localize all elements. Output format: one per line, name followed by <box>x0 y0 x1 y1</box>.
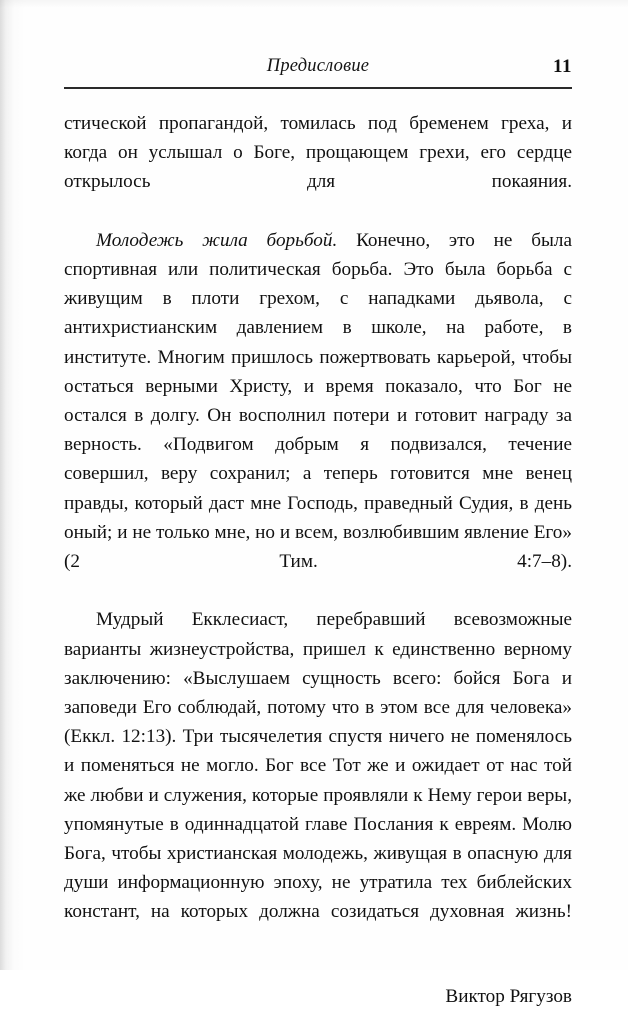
paragraph <box>64 226 572 606</box>
body-text <box>64 109 572 956</box>
paragraph-text: стической пропагандой, томилась под бременем греха, и когда он услышал о Боге, прощающем грехи, его сердце открылось для покаяния. <box>64 113 572 193</box>
paragraph-text: Мудрый Екклесиаст, перебравший всевозможные варианты жизнеустройства, пришел к единственно верному заключению: «Выслушаем сущность всего: бойся Бога и заповеди Его соблюдай, потому что в этом все для человека» (Еккл. 12:13). Три тысячелетия спустя ничего не поменялось и поменяться не могло. Бог все Тот же и ожидает от нас той же любви и служения, которые проявляли к Нему герои веры, упомянутые в одиннадцатой главе Послания к евреям. Молю Бога, чтобы христианская молодежь, живущая в опасную для души информационную эпоху, не утратила тех библейских констант, на которых должна созидаться духовная жизнь! <box>64 609 572 923</box>
page-content <box>64 0 572 1011</box>
header-rule <box>64 87 572 89</box>
running-header-title: Предисловие <box>266 56 370 76</box>
page-gutter-shadow <box>0 0 26 970</box>
paragraph <box>64 109 572 226</box>
author-signature: Виктор Рягузов <box>445 985 572 1007</box>
page-number: 11 <box>553 56 572 77</box>
running-header <box>64 56 572 96</box>
paragraph-text: Конечно, это не была спортивная или политическая борьба. Это была борьба с живущим в плоти грехом, с нападками дьявола, с антихристианским давлением в школе, на работе, в институте. Многим пришлось пожертвовать карьерой, чтобы остаться верными Христу, и время показало, что Бог не остался в долгу. Он восполнил потери и готовит награду за верность. «Подвигом добрым я подвизался, течение совершил, веру сохранил; а теперь готовится мне венец правды, который даст мне Господь, праведный Судия, в день оный; и не только мне, но и всем, возлюбившим явление Его» (2 Тим. 4:7–8). <box>64 229 572 573</box>
paragraph-run-in: Молодежь жила борьбой. <box>96 229 338 251</box>
paragraph <box>64 605 572 955</box>
